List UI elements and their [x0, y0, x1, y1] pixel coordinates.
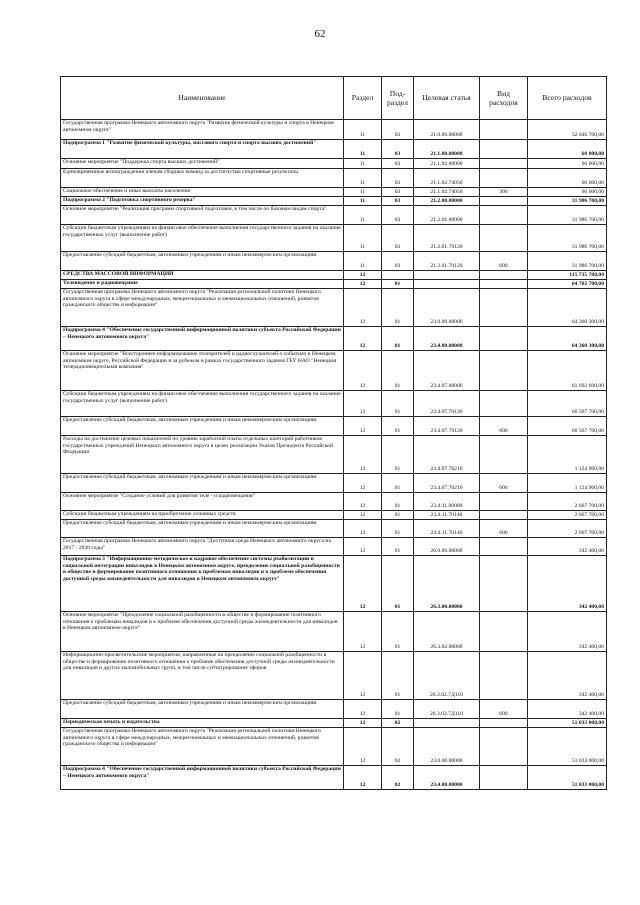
row-podrazdel: 03 — [382, 169, 414, 188]
row-name: Основное мероприятие "Всестороннее информирование телезрителей и радиослушателей о событиях в Ненецком автономном округе, Российской Федерации и за рубежом в рамках государственного задания ГБУ НАО "Ненецкая телерадиовещательная компания" — [61, 351, 344, 391]
row-podrazdel: 03 — [382, 140, 414, 159]
row-name: Предоставление субсидий бюджетным, автономным учреждениям и иным некоммерческим организациям — [61, 417, 344, 436]
row-name: Подпрограмма 3 "Информационно-методическое и кадровое обеспечение системы реабилитации и социальной интеграции инвалидов в Ненецком автономном округе, преодоление социальной разобщенности в обществе и формирование позитивного отношения к проблемам инвалидов и к проблеме обеспечения доступной среды жизнедеятельности для инвалидов в Ненецком автономном округе" — [61, 556, 344, 612]
row-razdel: 12 — [344, 520, 382, 538]
row-target-article: 23.4.00.00000 — [414, 766, 480, 790]
table-row — [61, 280, 607, 289]
row-name: Периодическая печать и издательства — [61, 719, 344, 728]
row-podrazdel: 03 — [382, 197, 414, 206]
row-total: 1 124 900,00 — [528, 474, 607, 493]
row-podrazdel: 01 — [382, 436, 414, 474]
row-total: 31 986 700,00 — [528, 252, 607, 271]
row-expense-type — [480, 511, 528, 520]
row-razdel: 12 — [344, 474, 382, 493]
row-target-article: 21.1.02.74050 — [414, 188, 480, 197]
row-total: 342 400,00 — [528, 652, 607, 700]
row-expense-type — [480, 391, 528, 417]
row-podrazdel: 01 — [382, 520, 414, 538]
row-target-article: 21.0.00.00000 — [414, 120, 480, 140]
row-name: Государственная программа Ненецкого автономного округа "Реализация региональной политики Ненецкого автономного округа в сфере международных, межрегиональных и межнациональных отношений, развития гражданского общества и информации" — [61, 728, 344, 766]
table-header-row — [61, 77, 607, 120]
row-expense-type — [480, 159, 528, 169]
row-target-article — [414, 271, 480, 280]
row-target-article — [414, 719, 480, 728]
row-razdel: 12 — [344, 700, 382, 719]
row-podrazdel: 01 — [382, 493, 414, 511]
table-row — [61, 327, 607, 351]
row-name: Информационно-просветительские мероприятия, направленные на преодоление социальной разобщенности в обществе и формирование позитивного отношения к проблеме обеспечения доступной среды жизнедеятельности для инвалидов и других маломобильных групп, в том числе субтитрирование эфиров — [61, 652, 344, 700]
row-expense-type: 300 — [480, 188, 528, 197]
row-total: 31 986 700,00 — [528, 197, 607, 206]
row-target-article: 23.4.07.00000 — [414, 351, 480, 391]
table-row — [61, 289, 607, 327]
column-header-total: Всего расходов — [528, 77, 607, 120]
row-razdel: 12 — [344, 327, 382, 351]
row-razdel: 11 — [344, 169, 382, 188]
row-name: Основное мероприятие "Преодоление социальной разобщенности в обществе и формирование позитивного отношения к проблемам инвалидов и к проблеме обеспечения доступной среды жизнедеятельности для инвалидов в Ненецком автономном округе" — [61, 612, 344, 652]
row-total: 342 400,00 — [528, 538, 607, 556]
row-target-article: 23.4.11.70140 — [414, 520, 480, 538]
row-expense-type — [480, 289, 528, 327]
column-header-name: Наименование — [61, 77, 344, 120]
row-podrazdel: 03 — [382, 188, 414, 197]
row-total: 342 400,00 — [528, 700, 607, 719]
row-razdel: 11 — [344, 159, 382, 169]
row-expense-type — [480, 280, 528, 289]
row-razdel: 11 — [344, 197, 382, 206]
row-target-article: 23.4.11.70140 — [414, 511, 480, 520]
row-podrazdel: 03 — [382, 159, 414, 169]
row-expense-type — [480, 351, 528, 391]
row-podrazdel: 03 — [382, 252, 414, 271]
row-total: 60 000,00 — [528, 159, 607, 169]
row-razdel: 12 — [344, 271, 382, 280]
row-total: 60 567 700,00 — [528, 391, 607, 417]
row-podrazdel: 01 — [382, 351, 414, 391]
row-target-article: 23.4.00.00000 — [414, 327, 480, 351]
row-razdel: 12 — [344, 280, 382, 289]
row-target-article: 26.3.00.00000 — [414, 556, 480, 612]
table-row — [61, 169, 607, 188]
row-total: 32 046 700,00 — [528, 120, 607, 140]
row-name: Единовременные вознаграждения членам сборных команд за достигнутые спортивные результаты — [61, 169, 344, 188]
row-razdel: 11 — [344, 140, 382, 159]
row-name: Подпрограмма 2 "Подготовка спортивного резерва" — [61, 197, 344, 206]
row-total: 2 667 700,00 — [528, 520, 607, 538]
row-name: Предоставление субсидий бюджетным, автономным учреждениям и иным некоммерческим организациям — [61, 520, 344, 538]
row-total: 60 000,00 — [528, 188, 607, 197]
row-expense-type — [480, 120, 528, 140]
row-target-article: 21.2.01.70120 — [414, 225, 480, 252]
row-podrazdel: 02 — [382, 728, 414, 766]
row-target-article: 21.1.02.74050 — [414, 169, 480, 188]
row-razdel: 12 — [344, 351, 382, 391]
row-name: Основное мероприятие "Создание условий для развития теле - и радиовещания" — [61, 493, 344, 511]
row-expense-type — [480, 436, 528, 474]
table-row — [61, 225, 607, 252]
table-row — [61, 700, 607, 719]
row-expense-type — [480, 206, 528, 225]
row-name: Государственная программа Ненецкого автономного округа "Доступная среда Ненецкого автономного округа на 2017 - 2020 годы" — [61, 538, 344, 556]
row-podrazdel: 01 — [382, 511, 414, 520]
table-row — [61, 436, 607, 474]
table-row — [61, 351, 607, 391]
row-total: 31 986 700,00 — [528, 206, 607, 225]
column-header-target-article: Целевая статья — [414, 77, 480, 120]
table-row — [61, 197, 607, 206]
table-row — [61, 520, 607, 538]
table-row — [61, 766, 607, 790]
row-total: 31 986 700,00 — [528, 225, 607, 252]
row-expense-type — [480, 225, 528, 252]
row-podrazdel: 03 — [382, 225, 414, 252]
row-razdel: 11 — [344, 252, 382, 271]
row-podrazdel: 01 — [382, 417, 414, 436]
row-target-article: 21.1.02.00000 — [414, 159, 480, 169]
row-name: Подпрограмма 1 "Развитие физической культуры, массового спорта и спорта высших достижений" — [61, 140, 344, 159]
row-target-article: 23.4.07.70120 — [414, 417, 480, 436]
table-row — [61, 391, 607, 417]
column-header-expense-type: Вид расходов — [480, 77, 528, 120]
row-expense-type — [480, 538, 528, 556]
row-name: Государственная программа Ненецкого автономного округа "Развитие физической культуры и спорта в Ненецком автономном округе" — [61, 120, 344, 140]
row-target-article: 23.4.11.00000 — [414, 493, 480, 511]
table-row — [61, 493, 607, 511]
row-total: 115 735 700,00 — [528, 271, 607, 280]
row-expense-type — [480, 652, 528, 700]
row-target-article — [414, 280, 480, 289]
row-name: Подпрограмма 4 "Обеспечение государственной информационной политики субъекта Российской Федерации – Ненецкого автономного округа" — [61, 766, 344, 790]
row-name: Предоставление субсидий бюджетным, автономным учреждениям и иным некоммерческим организациям — [61, 700, 344, 719]
row-expense-type — [480, 766, 528, 790]
row-expense-type — [480, 556, 528, 612]
table-row — [61, 652, 607, 700]
row-total: 51 033 000,00 — [528, 766, 607, 790]
row-razdel: 12 — [344, 612, 382, 652]
row-total: 61 692 600,00 — [528, 351, 607, 391]
row-podrazdel: 03 — [382, 206, 414, 225]
row-podrazdel: 02 — [382, 719, 414, 728]
row-expense-type — [480, 728, 528, 766]
row-target-article: 26.0.00.00000 — [414, 538, 480, 556]
row-razdel: 12 — [344, 766, 382, 790]
row-razdel: 12 — [344, 391, 382, 417]
row-razdel: 12 — [344, 289, 382, 327]
column-header-podrazdel: Под- раздел — [382, 77, 414, 120]
row-total: 51 033 000,00 — [528, 728, 607, 766]
row-podrazdel: 01 — [382, 612, 414, 652]
row-expense-type: 600 — [480, 474, 528, 493]
table-row — [61, 556, 607, 612]
row-expense-type — [480, 140, 528, 159]
row-name: Подпрограмма 4 "Обеспечение государственной информационной политики субъекта Российской Федерации – Ненецкого автономного округа" — [61, 327, 344, 351]
row-podrazdel: 01 — [382, 700, 414, 719]
row-name: Основное мероприятие "Реализация программ спортивной подготовки, в том числе по базовым видам спорта" — [61, 206, 344, 225]
row-total: 342 400,00 — [528, 556, 607, 612]
row-total: 64 702 700,00 — [528, 280, 607, 289]
page-number: 62 — [314, 28, 326, 40]
row-target-article: 23.4.07.70210 — [414, 474, 480, 493]
row-expense-type — [480, 169, 528, 188]
row-razdel: 11 — [344, 188, 382, 197]
row-razdel: 12 — [344, 556, 382, 612]
row-podrazdel: 02 — [382, 766, 414, 790]
table-row — [61, 159, 607, 169]
row-razdel: 11 — [344, 225, 382, 252]
row-total: 342 400,00 — [528, 612, 607, 652]
row-total: 1 124 900,00 — [528, 436, 607, 474]
row-total: 64 360 300,00 — [528, 327, 607, 351]
row-razdel: 12 — [344, 728, 382, 766]
row-razdel: 12 — [344, 538, 382, 556]
table-row — [61, 188, 607, 197]
table-row — [61, 728, 607, 766]
row-razdel: 12 — [344, 436, 382, 474]
row-expense-type: 600 — [480, 252, 528, 271]
row-target-article: 21.1.00.00000 — [414, 140, 480, 159]
row-podrazdel: 01 — [382, 391, 414, 417]
row-podrazdel: 01 — [382, 474, 414, 493]
row-total: 2 667 700,00 — [528, 511, 607, 520]
budget-table — [60, 76, 607, 790]
row-total: 2 667 700,00 — [528, 493, 607, 511]
row-total: 64 360 300,00 — [528, 289, 607, 327]
row-total: 60 000,00 — [528, 140, 607, 159]
row-podrazdel: 03 — [382, 120, 414, 140]
row-expense-type — [480, 719, 528, 728]
row-name: Субсидии бюджетным учреждениям на приобретение основных средств — [61, 511, 344, 520]
row-name: Предоставление субсидий бюджетным, автономным учреждениям и иным некоммерческим организациям — [61, 252, 344, 271]
table-row — [61, 474, 607, 493]
row-expense-type: 600 — [480, 520, 528, 538]
row-razdel: 12 — [344, 719, 382, 728]
table-body — [61, 120, 607, 790]
table-row — [61, 417, 607, 436]
row-name: Субсидии бюджетным учреждениям на финансовое обеспечение выполнения государственного задания на оказание государственных услуг (выполнение работ) — [61, 225, 344, 252]
table-row — [61, 612, 607, 652]
row-total: 60 000,00 — [528, 169, 607, 188]
row-expense-type — [480, 612, 528, 652]
row-expense-type — [480, 327, 528, 351]
row-expense-type — [480, 271, 528, 280]
table-row — [61, 538, 607, 556]
row-name: Основное мероприятие "Поддержка спорта высших достижений" — [61, 159, 344, 169]
row-podrazdel: 01 — [382, 652, 414, 700]
row-target-article: 23.0.00.00000 — [414, 289, 480, 327]
table-row — [61, 252, 607, 271]
row-name: СРЕДСТВА МАССОВОЙ ИНФОРМАЦИИ — [61, 271, 344, 280]
table-row — [61, 140, 607, 159]
row-expense-type — [480, 493, 528, 511]
row-name: Субсидии бюджетным учреждениям на финансовое обеспечение выполнения государственного задания на оказание государственных услуг (выполнение работ) — [61, 391, 344, 417]
row-razdel: 12 — [344, 493, 382, 511]
row-expense-type — [480, 197, 528, 206]
row-razdel: 11 — [344, 206, 382, 225]
row-podrazdel: 01 — [382, 280, 414, 289]
table-row — [61, 120, 607, 140]
row-target-article: 21.2.01.00000 — [414, 206, 480, 225]
row-name: Телевидение и радиовещание — [61, 280, 344, 289]
row-podrazdel: 01 — [382, 289, 414, 327]
row-name: Расходы на достижение целевых показателей по уровню заработной платы отдельных категорий работников государственных учреждений Ненецкого автономного округа в целях реализации Указов Президента Российской Федерации — [61, 436, 344, 474]
row-expense-type: 600 — [480, 417, 528, 436]
column-header-razdel: Раздел — [344, 77, 382, 120]
row-target-article: 26.3.02.7Д110 — [414, 652, 480, 700]
row-total: 60 567 700,00 — [528, 417, 607, 436]
table-row — [61, 511, 607, 520]
row-target-article: 23.0.00.00000 — [414, 728, 480, 766]
row-razdel: 12 — [344, 652, 382, 700]
row-target-article: 21.2.00.00000 — [414, 197, 480, 206]
row-razdel: 11 — [344, 120, 382, 140]
row-expense-type: 600 — [480, 700, 528, 719]
row-podrazdel: 01 — [382, 538, 414, 556]
row-razdel: 12 — [344, 511, 382, 520]
row-target-article: 23.4.07.70120 — [414, 391, 480, 417]
row-target-article: 23.4.07.70210 — [414, 436, 480, 474]
row-target-article: 21.2.01.70120 — [414, 252, 480, 271]
row-name: Государственная программа Ненецкого автономного округа "Реализация региональной политики Ненецкого автономного округа в сфере международных, межрегиональных и межнациональных отношений, развития гражданского общества и информации" — [61, 289, 344, 327]
row-razdel: 12 — [344, 417, 382, 436]
row-podrazdel: 01 — [382, 556, 414, 612]
row-name: Предоставление субсидий бюджетным, автономным учреждениям и иным некоммерческим организациям — [61, 474, 344, 493]
row-total: 51 033 000,00 — [528, 719, 607, 728]
table-row — [61, 271, 607, 280]
row-target-article: 26.3.02.00000 — [414, 612, 480, 652]
table-row — [61, 719, 607, 728]
row-podrazdel: 01 — [382, 327, 414, 351]
row-name: Социальное обеспечение и иные выплаты населению — [61, 188, 344, 197]
table-row — [61, 206, 607, 225]
row-podrazdel — [382, 271, 414, 280]
row-target-article: 26.3.02.7Д110 — [414, 700, 480, 719]
